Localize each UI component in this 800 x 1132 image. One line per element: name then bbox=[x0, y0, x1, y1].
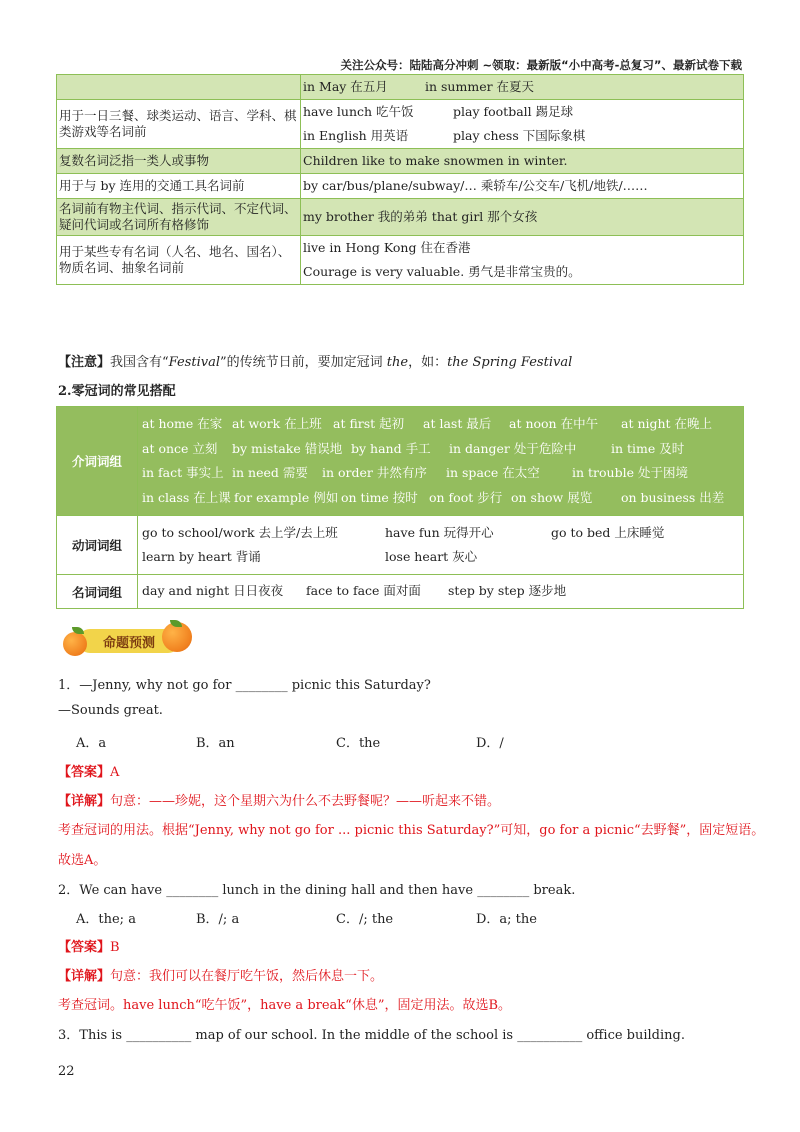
table-row bbox=[57, 407, 744, 516]
usage-label: 用于一日三餐、球类运动、语言、学科、棋类游戏等名词前 bbox=[57, 100, 301, 149]
usage-examples: Children like to make snowmen in winter. bbox=[301, 149, 744, 174]
option-c: C．/; the bbox=[336, 912, 394, 927]
article-usage-table bbox=[56, 74, 744, 285]
table-row bbox=[57, 149, 744, 174]
group-label: 介词词组 bbox=[57, 407, 138, 516]
answer-line: 【答案】A bbox=[58, 765, 120, 780]
question-stem: 3．This is __________ map of our school. In the middle of the school is __________ office building. bbox=[58, 1028, 685, 1043]
table-row bbox=[57, 174, 744, 199]
table-row bbox=[57, 100, 744, 149]
group-phrases: day and night 日日夜夜 face to face 面对面 step by step 逐步地 bbox=[138, 575, 744, 609]
question-stem: 2．We can have ________ lunch in the dining hall and then have ________ break. bbox=[58, 883, 576, 898]
usage-examples: by car/bus/plane/subway/… 乘轿车/公交车/飞机/地铁/…… bbox=[301, 174, 744, 199]
page-header: 关注公众号：陆陆高分冲刺 ~领取：最新版“小中高考-总复习”、最新试卷下载 bbox=[340, 58, 742, 72]
usage-examples: have lunch 吃午饭 play football 踢足球 in English 用英语 play chess 下国际象棋 bbox=[301, 100, 744, 149]
group-label: 动词词组 bbox=[57, 516, 138, 575]
usage-label: 名词前有物主代词、指示代词、不定代词、疑问代词或名词所有格修饰 bbox=[57, 199, 301, 236]
option-b: B．an bbox=[196, 736, 235, 751]
zero-article-table bbox=[56, 406, 744, 609]
prediction-badge bbox=[60, 620, 190, 664]
table-row bbox=[57, 236, 744, 285]
usage-examples: my brother 我的弟弟 that girl 那个女孩 bbox=[301, 199, 744, 236]
usage-label: 复数名词泛指一类人或事物 bbox=[57, 149, 301, 174]
detail-line: 【详解】句意：我们可以在餐厅吃午饭，然后休息一下。 bbox=[58, 969, 384, 984]
detail-line: 【详解】句意：——珍妮，这个星期六为什么不去野餐呢？——听起来不错。 bbox=[58, 794, 501, 809]
option-a: A．a bbox=[76, 736, 107, 751]
explanation-line: 考查冠词的用法。根据“Jenny, why not go for ... picnic this Saturday?”可知，go for a picnic“去野餐”，固定短语。 bbox=[58, 823, 765, 838]
usage-label: 用于某些专有名词（人名、地名、国名）、物质名词、抽象名词前 bbox=[57, 236, 301, 285]
option-c: C．the bbox=[336, 736, 381, 751]
group-phrases: at home 在家 at work 在上班 at first 起初 at last 最后 at noon 在中午 at night 在晚上 at once 立刻 by mistake 错误地 by hand 手工 in danger 处于危险中 in time 及时 in fact 事实上 in need 需要 in order 井然有序 in space 在太空 in trouble 处于困境 in class 在上课 for example 例如 on time 按时 on foot 步行 on show 展览 on business 出差 bbox=[138, 407, 744, 516]
option-d: D．/ bbox=[476, 736, 504, 751]
usage-label bbox=[57, 75, 301, 100]
table-row bbox=[57, 75, 744, 100]
group-phrases: go to school/work 去上学/去上班 have fun 玩得开心 go to bed 上床睡觉 learn by heart 背诵 lose heart 灰心 bbox=[138, 516, 744, 575]
question-stem: 1．—Jenny, why not go for ________ picnic this Saturday? bbox=[58, 678, 431, 693]
usage-label: 用于与 by 连用的交通工具名词前 bbox=[57, 174, 301, 199]
option-d: D．a; the bbox=[476, 912, 537, 927]
note-paragraph: 【注意】我国含有“Festival”的传统节日前，要加定冠词 the，如：the Spring Festival bbox=[58, 355, 573, 370]
usage-examples: in May 在五月 in summer 在夏天 bbox=[301, 75, 744, 100]
question-reply: —Sounds great. bbox=[58, 703, 163, 718]
group-label: 名词词组 bbox=[57, 575, 138, 609]
option-b: B．/; a bbox=[196, 912, 240, 927]
badge-label: 命题预测 bbox=[102, 636, 155, 651]
usage-examples: live in Hong Kong 住在香港 Courage is very valuable. 勇气是非常宝贵的。 bbox=[301, 236, 744, 285]
answer-line: 【答案】B bbox=[58, 940, 120, 955]
option-a: A．the; a bbox=[76, 912, 136, 927]
table-row bbox=[57, 575, 744, 609]
table-row bbox=[57, 199, 744, 236]
page-number: 22 bbox=[58, 1064, 75, 1079]
explanation-line: 考查冠词。have lunch“吃午饭”，have a break“休息”，固定用法。故选B。 bbox=[58, 998, 512, 1013]
explanation-line: 故选A。 bbox=[58, 853, 107, 868]
table-row bbox=[57, 516, 744, 575]
section-title: 2.零冠词的常见搭配 bbox=[58, 384, 176, 399]
